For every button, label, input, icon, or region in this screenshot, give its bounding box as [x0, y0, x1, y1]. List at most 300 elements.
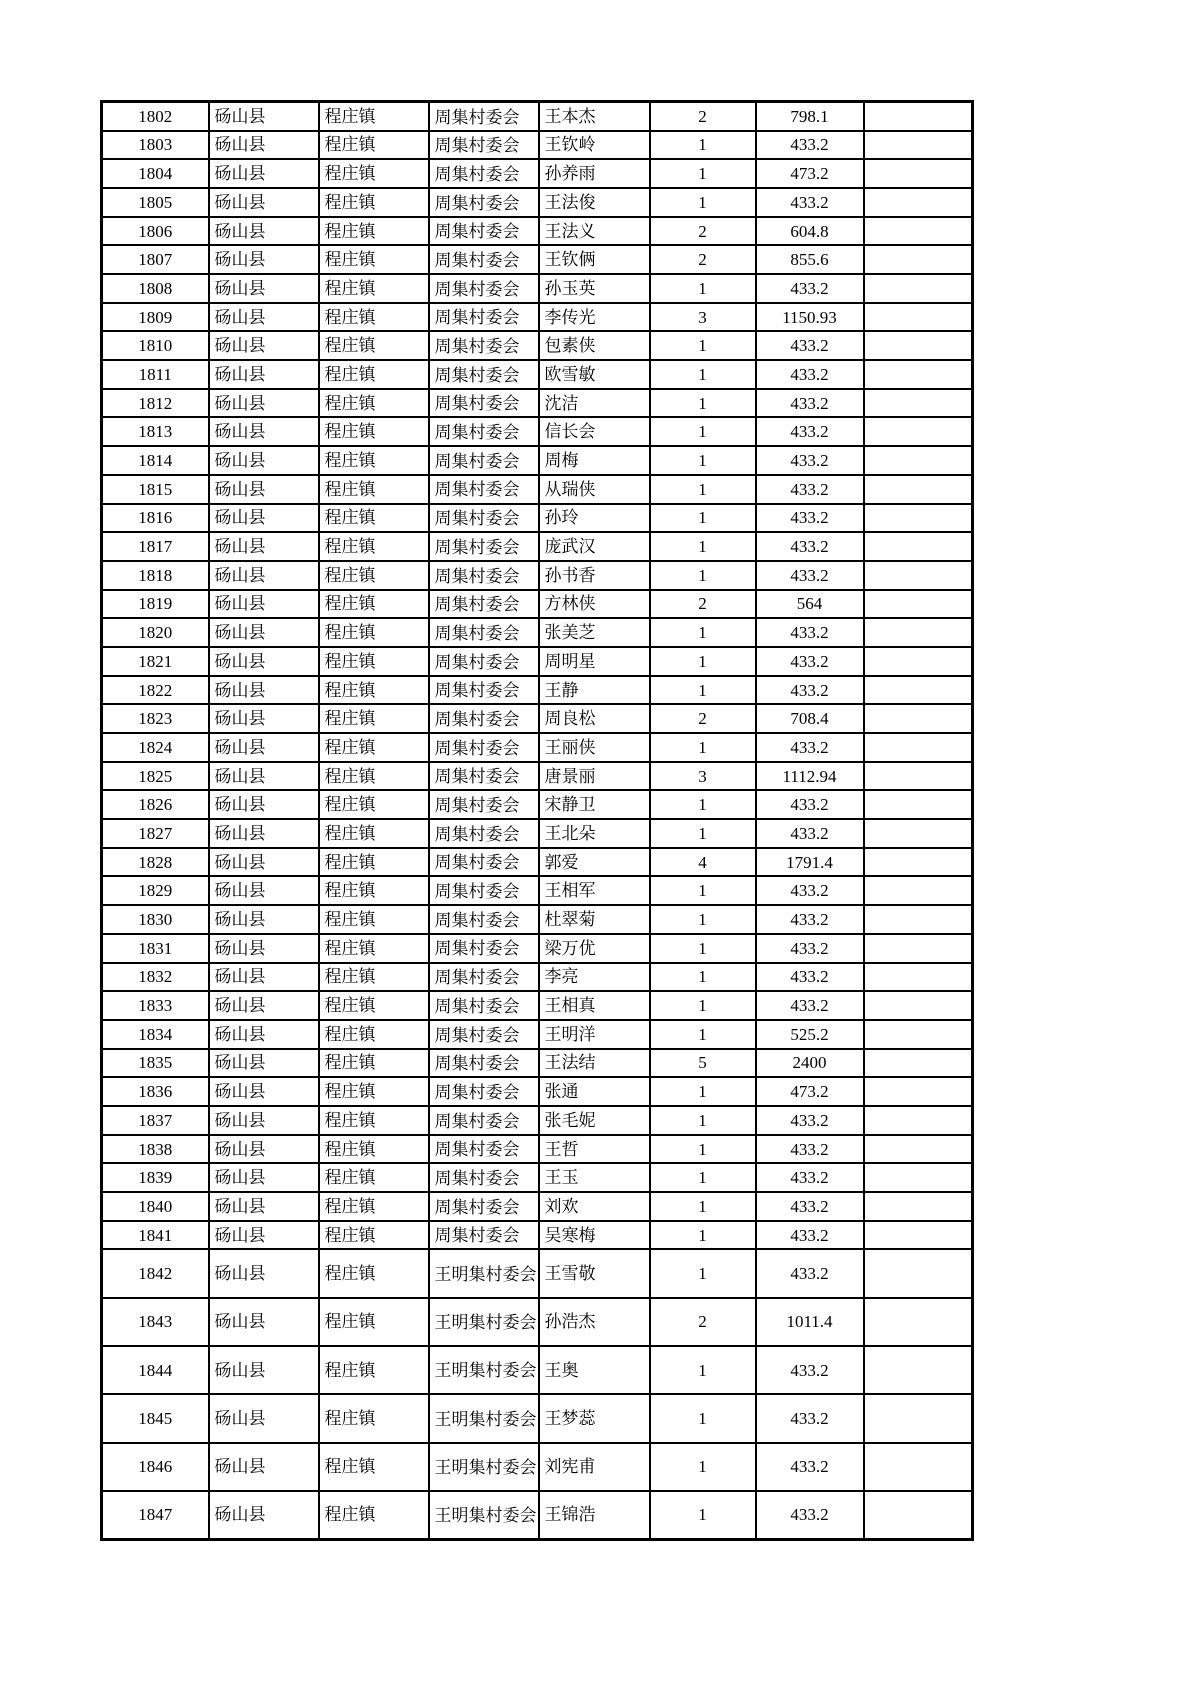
cell-village — [429, 1443, 539, 1491]
cell-person-name: 王梦蕊 — [539, 1394, 650, 1442]
cell-county: 砀山县 — [209, 360, 319, 389]
cell-town: 程庄镇 — [319, 1491, 429, 1539]
cell-row-number: 1804 — [102, 159, 209, 188]
cell-person-count: 5 — [650, 1049, 756, 1078]
village-name-text: 周集村委会 — [434, 709, 520, 729]
village-name-text: 周集村委会 — [434, 509, 520, 529]
village-name-text: 周集村委会 — [434, 337, 520, 357]
village-name-text: 周集村委会 — [434, 738, 520, 758]
cell-amount: 433.2 — [756, 963, 864, 992]
cell-amount: 433.2 — [756, 934, 864, 963]
cell-row-number: 1805 — [102, 188, 209, 217]
cell-town: 程庄镇 — [319, 819, 429, 848]
cell-county: 砀山县 — [209, 446, 319, 475]
cell-person-name: 王北朵 — [539, 819, 650, 848]
cell-row-number: 1816 — [102, 504, 209, 533]
cell-row-number: 1806 — [102, 217, 209, 246]
cell-row-number: 1813 — [102, 417, 209, 446]
cell-blank — [864, 1491, 973, 1539]
cell-person-name: 王相真 — [539, 991, 650, 1020]
cell-amount: 433.2 — [756, 131, 864, 160]
cell-county: 砀山县 — [209, 1077, 319, 1106]
village-name-text: 周集村委会 — [434, 882, 520, 902]
cell-town: 程庄镇 — [319, 1298, 429, 1346]
cell-village — [429, 848, 539, 877]
cell-person-count: 3 — [650, 762, 756, 791]
cell-person-name: 孙书香 — [539, 561, 650, 590]
village-name-text: 周集村委会 — [434, 681, 520, 701]
cell-county: 砀山县 — [209, 1221, 319, 1250]
cell-village — [429, 905, 539, 934]
cell-row-number: 1820 — [102, 618, 209, 647]
cell-blank — [864, 1020, 973, 1049]
cell-county: 砀山县 — [209, 1049, 319, 1078]
cell-village — [429, 819, 539, 848]
cell-row-number: 1808 — [102, 274, 209, 303]
village-name-text: 周集村委会 — [434, 1025, 520, 1045]
cell-person-name: 王雪敬 — [539, 1249, 650, 1297]
table-row — [102, 618, 973, 647]
cell-village — [429, 1049, 539, 1078]
cell-row-number: 1834 — [102, 1020, 209, 1049]
cell-town: 程庄镇 — [319, 1163, 429, 1192]
cell-person-count: 1 — [650, 1192, 756, 1221]
cell-county: 砀山县 — [209, 245, 319, 274]
cell-amount: 433.2 — [756, 991, 864, 1020]
cell-village — [429, 1163, 539, 1192]
cell-blank — [864, 1077, 973, 1106]
cell-amount: 433.2 — [756, 1346, 864, 1394]
cell-town: 程庄镇 — [319, 102, 429, 131]
cell-person-name: 张通 — [539, 1077, 650, 1106]
cell-town: 程庄镇 — [319, 790, 429, 819]
cell-town: 程庄镇 — [319, 1192, 429, 1221]
cell-person-count: 2 — [650, 590, 756, 619]
village-name-text: 周集村委会 — [434, 767, 520, 787]
table-row — [102, 504, 973, 533]
cell-blank — [864, 102, 973, 131]
cell-row-number: 1829 — [102, 876, 209, 905]
cell-person-name: 张美芝 — [539, 618, 650, 647]
cell-blank — [864, 905, 973, 934]
cell-blank — [864, 360, 973, 389]
cell-town: 程庄镇 — [319, 905, 429, 934]
table-row — [102, 819, 973, 848]
cell-village — [429, 504, 539, 533]
cell-person-name: 从瑞侠 — [539, 475, 650, 504]
cell-row-number: 1823 — [102, 704, 209, 733]
cell-row-number: 1811 — [102, 360, 209, 389]
cell-person-name: 梁万优 — [539, 934, 650, 963]
cell-row-number: 1828 — [102, 848, 209, 877]
village-name-text: 周集村委会 — [434, 308, 520, 328]
cell-county: 砀山县 — [209, 963, 319, 992]
cell-town: 程庄镇 — [319, 1020, 429, 1049]
table-row — [102, 1049, 973, 1078]
cell-county: 砀山县 — [209, 1394, 319, 1442]
cell-village — [429, 1192, 539, 1221]
table-row — [102, 303, 973, 332]
cell-person-count: 1 — [650, 331, 756, 360]
village-name-text: 王明集村委会 — [434, 1458, 537, 1478]
cell-blank — [864, 790, 973, 819]
cell-person-name: 沈洁 — [539, 389, 650, 418]
cell-amount: 855.6 — [756, 245, 864, 274]
cell-person-count: 1 — [650, 274, 756, 303]
cell-amount: 473.2 — [756, 1077, 864, 1106]
cell-amount: 433.2 — [756, 504, 864, 533]
table-row — [102, 1298, 973, 1346]
table-row — [102, 790, 973, 819]
table-body — [102, 102, 973, 1540]
cell-village — [429, 1298, 539, 1346]
cell-village — [429, 1394, 539, 1442]
cell-amount: 433.2 — [756, 475, 864, 504]
table-row — [102, 1106, 973, 1135]
cell-town: 程庄镇 — [319, 1394, 429, 1442]
cell-amount: 525.2 — [756, 1020, 864, 1049]
cell-county: 砀山县 — [209, 274, 319, 303]
table-row — [102, 590, 973, 619]
cell-county: 砀山县 — [209, 819, 319, 848]
cell-person-name: 周明星 — [539, 647, 650, 676]
cell-person-name: 刘宪甫 — [539, 1443, 650, 1491]
village-name-text: 周集村委会 — [434, 595, 520, 615]
cell-town: 程庄镇 — [319, 188, 429, 217]
cell-village — [429, 676, 539, 705]
cell-person-count: 1 — [650, 131, 756, 160]
cell-blank — [864, 1346, 973, 1394]
village-name-text: 周集村委会 — [434, 423, 520, 443]
cell-person-name: 周梅 — [539, 446, 650, 475]
cell-village — [429, 102, 539, 131]
cell-town: 程庄镇 — [319, 647, 429, 676]
cell-person-count: 1 — [650, 1491, 756, 1539]
cell-blank — [864, 934, 973, 963]
cell-person-count: 1 — [650, 1163, 756, 1192]
village-name-text: 王明集村委会 — [434, 1506, 537, 1526]
cell-person-count: 1 — [650, 360, 756, 389]
cell-amount: 433.2 — [756, 819, 864, 848]
cell-person-name: 郭爱 — [539, 848, 650, 877]
cell-row-number: 1819 — [102, 590, 209, 619]
village-name-text: 周集村委会 — [434, 1140, 520, 1160]
cell-town: 程庄镇 — [319, 963, 429, 992]
cell-person-count: 1 — [650, 446, 756, 475]
cell-village — [429, 1491, 539, 1539]
cell-county: 砀山县 — [209, 303, 319, 332]
cell-village — [429, 360, 539, 389]
cell-town: 程庄镇 — [319, 217, 429, 246]
cell-row-number: 1845 — [102, 1394, 209, 1442]
cell-village — [429, 790, 539, 819]
cell-county: 砀山县 — [209, 1020, 319, 1049]
cell-person-count: 1 — [650, 934, 756, 963]
village-name-text: 王明集村委会 — [434, 1361, 537, 1381]
cell-county: 砀山县 — [209, 876, 319, 905]
cell-county: 砀山县 — [209, 532, 319, 561]
cell-village — [429, 1106, 539, 1135]
village-name-text: 王明集村委会 — [434, 1264, 537, 1284]
cell-blank — [864, 618, 973, 647]
cell-row-number: 1837 — [102, 1106, 209, 1135]
cell-blank — [864, 1249, 973, 1297]
cell-amount: 433.2 — [756, 905, 864, 934]
table-row — [102, 389, 973, 418]
cell-person-name: 王奥 — [539, 1346, 650, 1394]
cell-row-number: 1809 — [102, 303, 209, 332]
cell-town: 程庄镇 — [319, 1221, 429, 1250]
cell-amount: 433.2 — [756, 1106, 864, 1135]
cell-person-name: 吴寒梅 — [539, 1221, 650, 1250]
cell-town: 程庄镇 — [319, 934, 429, 963]
cell-town: 程庄镇 — [319, 504, 429, 533]
cell-county: 砀山县 — [209, 417, 319, 446]
cell-amount: 433.2 — [756, 532, 864, 561]
cell-county: 砀山县 — [209, 1491, 319, 1539]
cell-amount: 433.2 — [756, 733, 864, 762]
cell-row-number: 1822 — [102, 676, 209, 705]
cell-person-count: 1 — [650, 389, 756, 418]
cell-amount: 433.2 — [756, 676, 864, 705]
village-name-text: 王明集村委会 — [434, 1409, 537, 1429]
cell-row-number: 1817 — [102, 532, 209, 561]
village-name-text: 周集村委会 — [434, 652, 520, 672]
cell-village — [429, 1221, 539, 1250]
cell-person-name: 王法结 — [539, 1049, 650, 1078]
cell-amount: 433.2 — [756, 1135, 864, 1164]
cell-amount: 433.2 — [756, 188, 864, 217]
cell-blank — [864, 762, 973, 791]
cell-person-name: 刘欢 — [539, 1192, 650, 1221]
cell-town: 程庄镇 — [319, 274, 429, 303]
village-name-text: 周集村委会 — [434, 279, 520, 299]
cell-person-count: 2 — [650, 217, 756, 246]
cell-amount: 433.2 — [756, 1163, 864, 1192]
cell-village — [429, 131, 539, 160]
cell-row-number: 1814 — [102, 446, 209, 475]
village-name-text: 周集村委会 — [434, 1168, 520, 1188]
table-row — [102, 704, 973, 733]
village-name-text: 周集村委会 — [434, 193, 520, 213]
cell-town: 程庄镇 — [319, 1346, 429, 1394]
cell-person-name: 欧雪敏 — [539, 360, 650, 389]
cell-village — [429, 417, 539, 446]
cell-town: 程庄镇 — [319, 1077, 429, 1106]
cell-amount: 433.2 — [756, 1443, 864, 1491]
table-row — [102, 1443, 973, 1491]
cell-town: 程庄镇 — [319, 159, 429, 188]
cell-town: 程庄镇 — [319, 876, 429, 905]
cell-person-count: 1 — [650, 1135, 756, 1164]
cell-town: 程庄镇 — [319, 475, 429, 504]
table-row — [102, 446, 973, 475]
table-row — [102, 532, 973, 561]
cell-row-number: 1836 — [102, 1077, 209, 1106]
cell-county: 砀山县 — [209, 1106, 319, 1135]
village-name-text: 周集村委会 — [434, 1082, 520, 1102]
cell-amount: 433.2 — [756, 618, 864, 647]
cell-person-name: 王相军 — [539, 876, 650, 905]
cell-village — [429, 1135, 539, 1164]
cell-person-count: 1 — [650, 1394, 756, 1442]
cell-blank — [864, 1221, 973, 1250]
cell-row-number: 1832 — [102, 963, 209, 992]
cell-village — [429, 704, 539, 733]
village-name-text: 周集村委会 — [434, 1054, 520, 1074]
data-table — [100, 100, 974, 1541]
cell-county: 砀山县 — [209, 389, 319, 418]
cell-person-count: 1 — [650, 188, 756, 217]
village-name-text: 周集村委会 — [434, 1111, 520, 1131]
cell-row-number: 1815 — [102, 475, 209, 504]
table-row — [102, 905, 973, 934]
cell-blank — [864, 876, 973, 905]
cell-village — [429, 188, 539, 217]
cell-amount: 433.2 — [756, 1192, 864, 1221]
cell-amount: 433.2 — [756, 561, 864, 590]
cell-person-count: 1 — [650, 676, 756, 705]
cell-row-number: 1844 — [102, 1346, 209, 1394]
cell-village — [429, 762, 539, 791]
table-row — [102, 1491, 973, 1539]
cell-town: 程庄镇 — [319, 417, 429, 446]
cell-person-count: 1 — [650, 647, 756, 676]
cell-row-number: 1838 — [102, 1135, 209, 1164]
cell-person-name: 信长会 — [539, 417, 650, 446]
village-name-text: 周集村委会 — [434, 1226, 520, 1246]
table-row — [102, 1346, 973, 1394]
village-name-text: 周集村委会 — [434, 824, 520, 844]
cell-county: 砀山县 — [209, 934, 319, 963]
village-name-text: 周集村委会 — [434, 910, 520, 930]
cell-person-name: 唐景丽 — [539, 762, 650, 791]
cell-amount: 1791.4 — [756, 848, 864, 877]
cell-town: 程庄镇 — [319, 331, 429, 360]
cell-blank — [864, 676, 973, 705]
cell-amount: 433.2 — [756, 647, 864, 676]
cell-county: 砀山县 — [209, 217, 319, 246]
cell-person-name: 孙玉英 — [539, 274, 650, 303]
cell-row-number: 1810 — [102, 331, 209, 360]
cell-town: 程庄镇 — [319, 360, 429, 389]
cell-amount: 798.1 — [756, 102, 864, 131]
cell-blank — [864, 331, 973, 360]
cell-person-name: 王静 — [539, 676, 650, 705]
cell-person-count: 1 — [650, 417, 756, 446]
cell-town: 程庄镇 — [319, 245, 429, 274]
cell-county: 砀山县 — [209, 590, 319, 619]
cell-person-count: 1 — [650, 991, 756, 1020]
cell-village — [429, 217, 539, 246]
table-row — [102, 1135, 973, 1164]
cell-person-name: 李传光 — [539, 303, 650, 332]
cell-amount: 564 — [756, 590, 864, 619]
village-name-text: 周集村委会 — [434, 996, 520, 1016]
cell-person-name: 周良松 — [539, 704, 650, 733]
cell-person-name: 王锦浩 — [539, 1491, 650, 1539]
cell-amount: 1150.93 — [756, 303, 864, 332]
cell-village — [429, 389, 539, 418]
cell-person-name: 王玉 — [539, 1163, 650, 1192]
table-row — [102, 647, 973, 676]
cell-village — [429, 245, 539, 274]
cell-amount: 433.2 — [756, 1221, 864, 1250]
cell-person-name: 王钦俩 — [539, 245, 650, 274]
cell-village — [429, 303, 539, 332]
cell-amount: 1112.94 — [756, 762, 864, 791]
cell-town: 程庄镇 — [319, 303, 429, 332]
cell-person-count: 1 — [650, 1346, 756, 1394]
cell-blank — [864, 963, 973, 992]
cell-amount: 433.2 — [756, 790, 864, 819]
table-row — [102, 733, 973, 762]
cell-row-number: 1841 — [102, 1221, 209, 1250]
cell-person-count: 1 — [650, 963, 756, 992]
cell-blank — [864, 504, 973, 533]
cell-person-name: 孙养雨 — [539, 159, 650, 188]
cell-village — [429, 1077, 539, 1106]
cell-blank — [864, 1049, 973, 1078]
cell-county: 砀山县 — [209, 504, 319, 533]
cell-blank — [864, 991, 973, 1020]
cell-amount: 433.2 — [756, 446, 864, 475]
village-name-text: 周集村委会 — [434, 939, 520, 959]
cell-county: 砀山县 — [209, 618, 319, 647]
cell-county: 砀山县 — [209, 733, 319, 762]
cell-blank — [864, 532, 973, 561]
table-row — [102, 131, 973, 160]
cell-county: 砀山县 — [209, 1443, 319, 1491]
table-row — [102, 934, 973, 963]
cell-blank — [864, 274, 973, 303]
cell-village — [429, 331, 539, 360]
cell-village — [429, 733, 539, 762]
village-name-text: 周集村委会 — [434, 365, 520, 385]
cell-county: 砀山县 — [209, 991, 319, 1020]
cell-person-count: 1 — [650, 876, 756, 905]
cell-person-count: 1 — [650, 1106, 756, 1135]
cell-county: 砀山县 — [209, 561, 319, 590]
cell-person-count: 1 — [650, 618, 756, 647]
cell-person-name: 王本杰 — [539, 102, 650, 131]
table-row — [102, 217, 973, 246]
cell-amount: 473.2 — [756, 159, 864, 188]
table-row — [102, 102, 973, 131]
cell-town: 程庄镇 — [319, 1443, 429, 1491]
cell-blank — [864, 217, 973, 246]
table-row — [102, 1249, 973, 1297]
cell-blank — [864, 848, 973, 877]
cell-row-number: 1821 — [102, 647, 209, 676]
village-name-text: 周集村委会 — [434, 107, 520, 127]
cell-blank — [864, 704, 973, 733]
cell-row-number: 1803 — [102, 131, 209, 160]
cell-person-count: 1 — [650, 733, 756, 762]
cell-person-count: 1 — [650, 159, 756, 188]
cell-town: 程庄镇 — [319, 389, 429, 418]
cell-blank — [864, 188, 973, 217]
cell-amount: 433.2 — [756, 389, 864, 418]
cell-person-name: 包素侠 — [539, 331, 650, 360]
cell-blank — [864, 159, 973, 188]
cell-blank — [864, 389, 973, 418]
village-name-text: 周集村委会 — [434, 623, 520, 643]
cell-row-number: 1818 — [102, 561, 209, 590]
cell-amount: 433.2 — [756, 1394, 864, 1442]
cell-town: 程庄镇 — [319, 733, 429, 762]
cell-village — [429, 963, 539, 992]
